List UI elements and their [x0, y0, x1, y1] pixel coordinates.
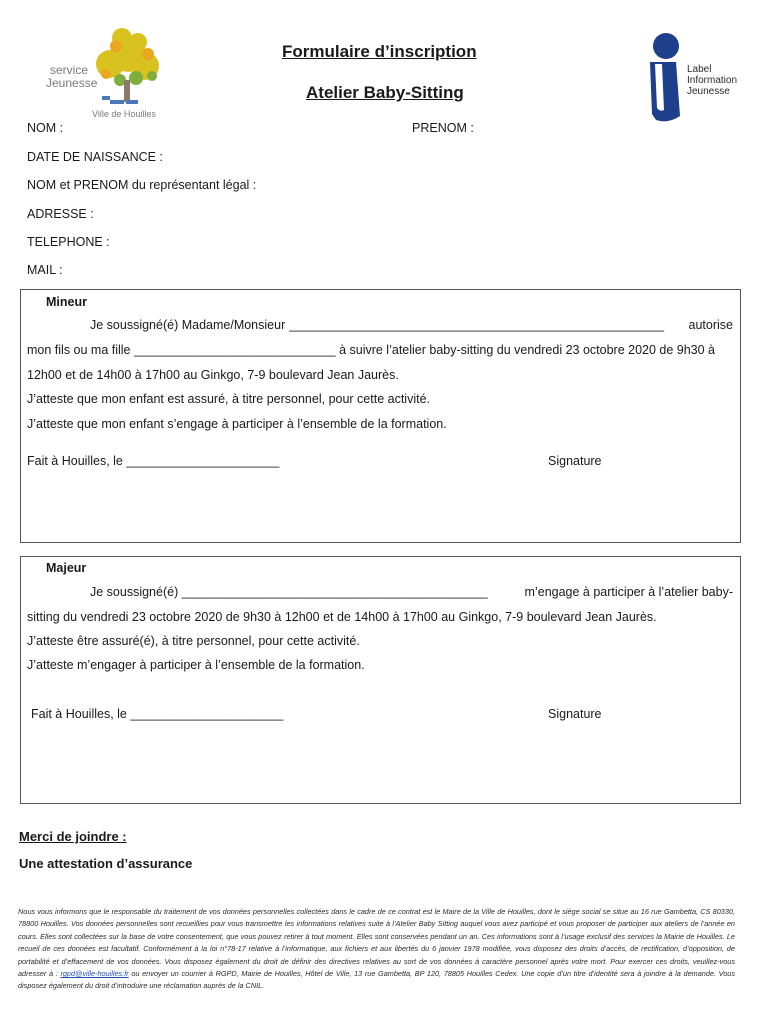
form-subtitle: Atelier Baby-Sitting — [306, 83, 464, 102]
majeur-heading: Majeur — [46, 561, 87, 575]
merci-de-joindre: Merci de joindre : — [19, 829, 127, 844]
mail-label: MAIL : — [27, 263, 63, 277]
logo-text-jeunesse: Jeunesse — [46, 76, 98, 90]
majeur-attest-2: J’atteste m’engager à participer à l’ensemble de la formation. — [27, 658, 365, 672]
mineur-line-3: 12h00 et de 14h00 à 17h00 au Ginkgo, 7-9 boulevard Jean Jaurès. — [27, 368, 399, 382]
legal-text-1: Nous vous informons que le responsable du traitement de vos données personnelles collectées dans le cadre de ce contrat est le Maire de la Ville de Houilles, dont le siège social se situe au 16 rue Gambetta, CS 80330, 78800 Houilles. Vos données personnelles sont recueillies pour vous transmettre les informations relatives suite à l’Atelier Baby Sitting auquel vous avez participé et vous proposer de participer aux ateliers de l’année en cours. Elles sont collectées sur la base de votre consentement, que vous pouvez retirer à tout moment. Elles sont conservées pendant un an. Ces informations sont à l’usage exclusif des services la Mairie de Houilles. Le recueil de ces données est facultatif. Conformément à la loi n°78-17 relative à l’informatique, aux fichiers et aux libertés du 6 janvier 1978 modifiée, vous disposez des droits d’accès, de rectification, d’opposition, de portabilité et d’effacement de vos données. Vous disposez également du droit de définir des directives relatives au sort de vos données à caractère personnel après votre mort. Pour exercer ces droits, veuillez-vous adresser à : — [18, 907, 735, 979]
mineur-line2-end: à suivre l’atelier baby-sitting du vendredi 23 octobre 2020 de 9h30 à — [335, 343, 716, 357]
mineur-line1-end: autorise — [688, 318, 733, 332]
mineur-signature-label: Signature — [548, 454, 602, 468]
info-i-icon — [640, 30, 685, 125]
logo-text-ville: Ville de Houilles — [92, 109, 156, 119]
logo-text-service: service — [50, 63, 89, 77]
child-name-blank[interactable]: _____________________________ — [133, 343, 336, 357]
form-title: Formulaire d’inscription — [282, 42, 477, 61]
prenom-label: PRENOM : — [412, 121, 474, 135]
service-jeunesse-logo — [40, 24, 180, 124]
mineur-fait-a[interactable]: Fait à Houilles, le ______________________ — [27, 454, 280, 468]
majeur-name-blank[interactable]: ____________________________________________ — [181, 585, 488, 599]
label-line-2: Information — [687, 75, 738, 86]
rgpd-email-link[interactable]: rgpd@ville-houilles.fr — [60, 969, 129, 979]
adresse-label: ADRESSE : — [27, 207, 94, 221]
majeur-signature-label: Signature — [548, 707, 602, 721]
mineur-line-2 — [27, 342, 733, 358]
majeur-attest-1: J’atteste être assuré(é), à titre personnel, pour cette activité. — [27, 634, 360, 648]
majeur-line1-end: m’engage à participer à l’atelier baby- — [521, 585, 733, 599]
majeur-line-2: sitting du vendredi 23 octobre 2020 de 9h30 à 12h00 et de 14h00 à 17h00 au Ginkgo, 7-9 boulevard Jean Jaurès. — [27, 610, 657, 624]
legal-text-2: ou envoyer un courrier à RGPD, Mairie de Houilles, Hôtel de Ville, 13 rue Gambetta, BP 120, 78805 Houilles Cedex. Une copie d’un titre d’identité sera à joindre à la demande. Vous disposez également du droit d’introduire une réclamation auprès de la CNIL. — [18, 969, 735, 991]
majeur-line1-start: Je soussigné(é) — [90, 585, 182, 599]
mineur-attest-2: J’atteste que mon enfant s’engage à participer à l’ensemble de la formation. — [27, 417, 447, 431]
mineur-attest-1: J’atteste que mon enfant est assuré, à titre personnel, pour cette activité. — [27, 392, 431, 406]
legal-notice — [18, 906, 735, 993]
label-information-jeunesse-logo — [640, 30, 750, 125]
mineur-name-blank[interactable]: ______________________________________________________ — [288, 318, 665, 332]
attestation-assurance: Une attestation d’assurance — [19, 856, 193, 871]
label-line-1: Label — [687, 64, 712, 75]
mineur-heading: Mineur — [46, 295, 87, 309]
date-naissance-label: DATE DE NAISSANCE : — [27, 150, 163, 164]
representant-label: NOM et PRENOM du représentant légal : — [27, 178, 257, 192]
majeur-fait-a[interactable]: Fait à Houilles, le ______________________ — [31, 707, 284, 721]
label-line-3: Jeunesse — [687, 86, 730, 97]
label-text — [687, 64, 737, 97]
mineur-line1-start: Je soussigné(é) Madame/Monsieur — [90, 318, 289, 332]
mineur-line-1 — [90, 317, 733, 333]
majeur-line-1 — [90, 584, 733, 600]
nom-label: NOM : — [27, 121, 64, 135]
mineur-line2-start: mon fils ou ma fille — [27, 343, 134, 357]
telephone-label: TELEPHONE : — [27, 235, 110, 249]
